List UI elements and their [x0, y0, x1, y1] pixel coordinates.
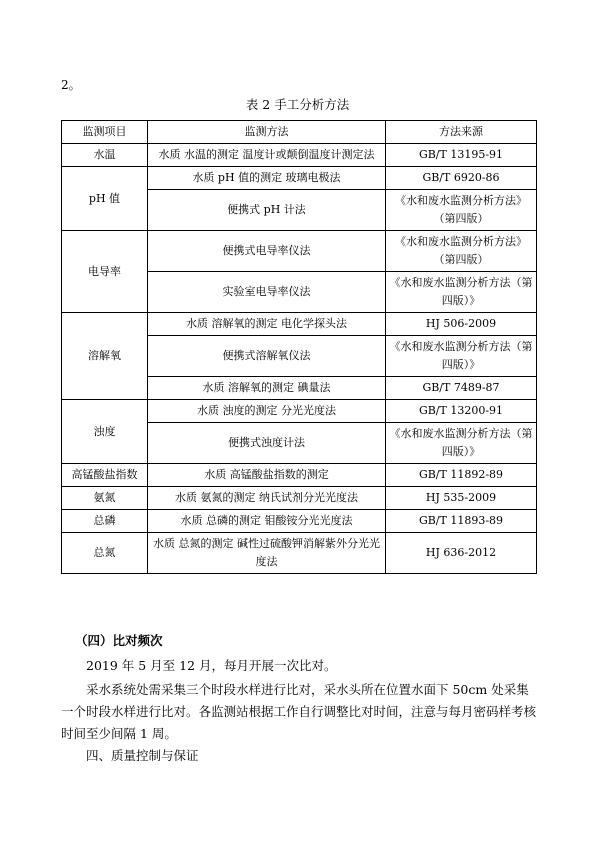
cell-method: 水质 总磷的测定 钼酸铵分光光度法: [148, 510, 386, 533]
cell-method: 便携式 pH 计法: [148, 190, 386, 231]
cell-item: 总磷: [62, 510, 148, 533]
cell-method: 水质 浊度的测定 分光光度法: [148, 400, 386, 423]
cell-source: 《水和废水监测分析方法》（第四版）: [386, 190, 537, 231]
header-item: 监测项目: [62, 121, 148, 144]
cell-method: 水质 溶解氧的测定 电化学探头法: [148, 313, 386, 336]
cell-source: 《水和废水监测分析方法（第四版）》: [386, 272, 537, 313]
paragraph: 2019 年 5 月至 12 月，每月开展一次比对。: [86, 658, 337, 673]
paragraph: 采水系统处需采集三个时段水样进行比对，采水头所在位置水面下 50cm 处采集一个时段水样进行比对。各监测站根据工作自行调整比对时间，注意与每月密码样考核时间至少间隔 1 周。: [61, 682, 537, 741]
cell-method: 实验室电导率仪法: [148, 272, 386, 313]
table-row: [62, 231, 537, 272]
cell-source: 《水和废水监测分析方法》（第四版）: [386, 231, 537, 272]
cell-source: HJ 506-2009: [386, 313, 537, 336]
table-row: [62, 144, 537, 167]
cell-source: 《水和废水监测分析方法（第四版）》: [386, 336, 537, 377]
table-row: [62, 167, 537, 190]
cell-item: 电导率: [62, 231, 148, 313]
table-row: [62, 533, 537, 574]
cell-method: 水质 溶解氧的测定 碘量法: [148, 377, 386, 400]
cell-source: HJ 636-2012: [386, 533, 537, 574]
cell-method: 便携式溶解氧仪法: [148, 336, 386, 377]
cell-method: 水质 pH 值的测定 玻璃电极法: [148, 167, 386, 190]
cell-item: 浊度: [62, 400, 148, 464]
header-method: 监测方法: [148, 121, 386, 144]
cell-source: HJ 535-2009: [386, 487, 537, 510]
paragraph: 四、质量控制与保证: [86, 748, 199, 763]
table-row: [62, 487, 537, 510]
cell-method: 水质 高锰酸盐指数的测定: [148, 464, 386, 487]
cell-source: GB/T 11893-89: [386, 510, 537, 533]
lead-text: 2。: [61, 78, 81, 92]
cell-source: GB/T 6920-86: [386, 167, 537, 190]
table-header-row: [62, 121, 537, 144]
cell-item: 总氮: [62, 533, 148, 574]
table-row: [62, 313, 537, 336]
cell-method: 水质 总氮的测定 碱性过硫酸钾消解紫外分光光度法: [148, 533, 386, 574]
cell-source: GB/T 13200-91: [386, 400, 537, 423]
cell-source: GB/T 13195-91: [386, 144, 537, 167]
cell-source: GB/T 11892-89: [386, 464, 537, 487]
cell-item: 氨氮: [62, 487, 148, 510]
table-row: [62, 400, 537, 423]
cell-method: 水质 水温的测定 温度计或颠倒温度计测定法: [148, 144, 386, 167]
cell-item: 水温: [62, 144, 148, 167]
cell-method: 便携式电导率仪法: [148, 231, 386, 272]
table-row: [62, 510, 537, 533]
table-caption: 表 2 手工分析方法: [245, 97, 350, 112]
cell-item: 高锰酸盐指数: [62, 464, 148, 487]
cell-item: pH 值: [62, 167, 148, 231]
cell-item: 溶解氧: [62, 313, 148, 400]
methods-table: [61, 120, 537, 574]
cell-method: 便携式浊度计法: [148, 423, 386, 464]
cell-method: 水质 氨氮的测定 纳氏试剂分光光度法: [148, 487, 386, 510]
section-heading: （四）比对频次: [75, 633, 163, 648]
cell-source: 《水和废水监测分析方法（第四版）》: [386, 423, 537, 464]
table-row: [62, 464, 537, 487]
cell-source: GB/T 7489-87: [386, 377, 537, 400]
header-source: 方法来源: [386, 121, 537, 144]
